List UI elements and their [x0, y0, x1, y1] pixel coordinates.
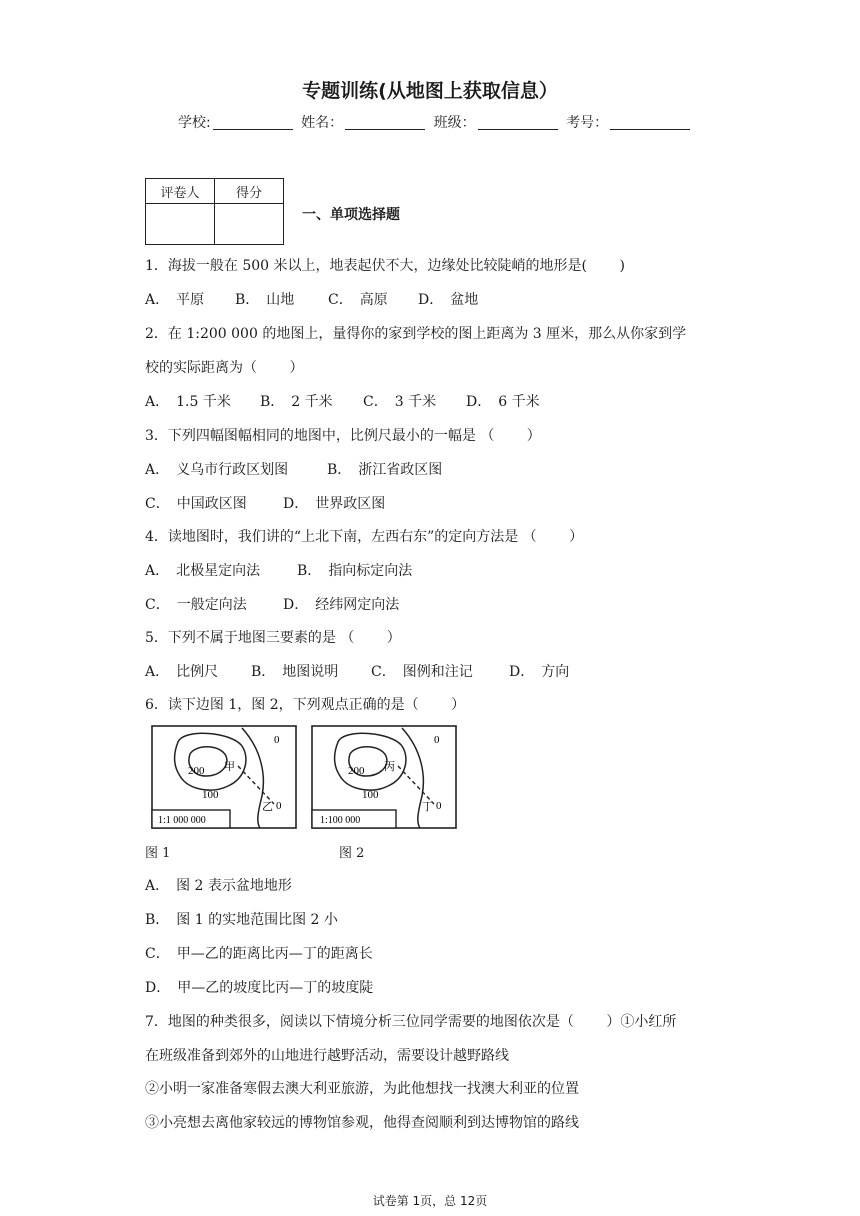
school-blank — [213, 115, 293, 130]
map1-label-100: 100 — [202, 789, 219, 801]
q1-option-c: C． 高原 — [328, 292, 388, 308]
name-blank — [345, 115, 425, 130]
q3-stem: 3．下列四幅图幅相同的地图中，比例尺最小的一幅是 （ ） — [145, 428, 541, 444]
map1-scale: 1:1 000 000 — [158, 815, 206, 826]
q3-option-c: C． 中国政区图 — [145, 496, 247, 512]
page-footer: 试卷第 1页，总 12页 — [372, 1194, 488, 1208]
map1-label-200: 200 — [188, 765, 205, 777]
q3-option-b: B． 浙江省政区图 — [327, 462, 443, 478]
map2-label-200: 200 — [348, 765, 365, 777]
q3-options-row1 — [145, 459, 442, 479]
q2-stem-line1: 2．在 1:200 000 的地图上，量得你的家到学校的图上距离为 3 厘米，那么从你家到学 — [145, 326, 687, 342]
figure-1-caption: 图 1 — [145, 846, 171, 861]
map2-label-0-top: 0 — [434, 734, 440, 746]
q2-option-b: B． 2 千米 — [260, 394, 333, 410]
class-blank — [478, 115, 558, 130]
q4-options-row2 — [145, 594, 399, 614]
grader-header: 评卷人 — [146, 179, 215, 204]
q5-option-a: A． 比例尺 — [145, 664, 219, 680]
score-table — [145, 178, 284, 245]
map2-label-ding: 丁 — [422, 800, 433, 813]
q1-stem: 1．海拔一般在 500 米以上，地表起伏不大，边缘处比较陡峭的地形是( ) — [145, 258, 625, 274]
q4-option-d: D． 经纬网定向法 — [283, 597, 400, 613]
map2-label-100: 100 — [362, 789, 379, 801]
q5-options — [145, 661, 569, 681]
q1-option-a: A． 平原 — [145, 292, 205, 308]
map2-scale: 1:100 000 — [320, 815, 361, 826]
map2-label-bing: 丙 — [384, 760, 395, 773]
q4-option-a: A． 北极星定向法 — [145, 563, 261, 579]
q6-option-c: C． 甲—乙的距离比丙—丁的距离长 — [145, 946, 373, 962]
q6-option-a: A． 图 2 表示盆地地形 — [145, 878, 292, 894]
q7-stem-line2: 在班级准备到郊外的山地进行越野活动，需要设计越野路线 — [145, 1048, 509, 1064]
q5-stem: 5．下列不属于地图三要素的是 （ ） — [145, 630, 401, 646]
q5-option-c: C． 图例和注记 — [371, 664, 473, 680]
q6-option-d: D． 甲—乙的坡度比丙—丁的坡度陡 — [145, 980, 374, 996]
exam-number-blank — [610, 115, 690, 130]
class-label: 班级： — [433, 115, 476, 131]
q4-options-row1 — [145, 560, 412, 580]
map2-label-0-bottom: 0 — [436, 800, 442, 812]
section-title: 一、单项选择题 — [302, 207, 400, 223]
q7-item-2: ②小明一家准备寒假去澳大利亚旅游，为此他想找一找澳大利亚的位置 — [145, 1081, 579, 1097]
exam-number-label: 考号： — [566, 115, 609, 131]
q2-options — [145, 391, 540, 411]
name-label: 姓名： — [301, 115, 344, 131]
map1-label-0-top: 0 — [274, 734, 280, 746]
map1-label-0-bottom: 0 — [276, 800, 282, 812]
q2-option-d: D． 6 千米 — [466, 394, 540, 410]
page-title: 专题训练(从地图上获取信息） — [302, 80, 558, 102]
school-label: 学校: — [178, 115, 211, 131]
score-cell — [215, 204, 284, 245]
grader-cell — [146, 204, 215, 245]
map1-label-jia: 甲 — [224, 760, 235, 773]
q3-option-d: D． 世界政区图 — [283, 496, 386, 512]
q4-option-b: B． 指向标定向法 — [297, 563, 413, 579]
q2-stem-line2: 校的实际距离为（ ） — [145, 360, 304, 376]
q5-option-b: B． 地图说明 — [251, 664, 339, 680]
q6-option-b: B． 图 1 的实地范围比图 2 小 — [145, 912, 338, 928]
contour-map-2 — [310, 724, 458, 830]
q7-item-3: ③小亮想去离他家较远的博物馆参观，他得查阅顺利到达博物馆的路线 — [145, 1115, 579, 1131]
q1-option-d: D． 盆地 — [418, 292, 479, 308]
student-info-line — [178, 112, 694, 132]
q2-option-c: C． 3 千米 — [363, 394, 437, 410]
q5-option-d: D． 方向 — [509, 664, 570, 680]
figure-2-caption: 图 2 — [339, 846, 365, 861]
contour-map-1 — [150, 724, 298, 830]
q7-stem-line1: 7．地图的种类很多，阅读以下情境分析三位同学需要的地图依次是（ ）①小红所 — [145, 1014, 677, 1030]
q3-option-a: A． 义乌市行政区划图 — [145, 462, 289, 478]
q4-stem: 4．读地图时，我们讲的“上北下南，左西右东”的定向方法是 （ ） — [145, 529, 584, 545]
q1-option-b: B． 山地 — [235, 292, 295, 308]
score-header: 得分 — [215, 179, 284, 204]
q1-options — [145, 289, 478, 309]
q2-option-a: A． 1.5 千米 — [145, 394, 231, 410]
q4-option-c: C． 一般定向法 — [145, 597, 247, 613]
q3-options-row2 — [145, 493, 385, 513]
map1-label-yi: 乙 — [262, 800, 273, 813]
q6-stem: 6．读下边图 1，图 2，下列观点正确的是（ ） — [145, 697, 466, 713]
